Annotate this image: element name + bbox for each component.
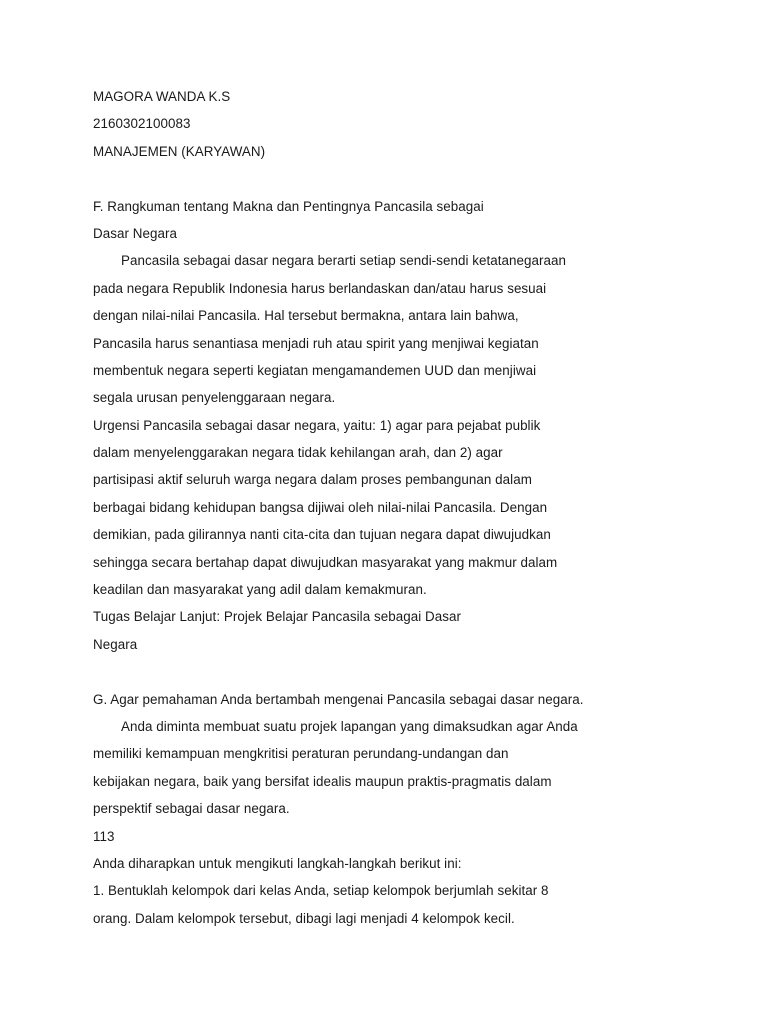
paragraph-line: segala urusan penyelenggaraan negara. bbox=[93, 390, 336, 406]
paragraph-line: pada negara Republik Indonesia harus berlandaskan dan/atau harus sesuai bbox=[93, 280, 547, 296]
list-item: 1. Bentuklah kelompok dari kelas Anda, setiap kelompok berjumlah sekitar 8 bbox=[93, 883, 549, 899]
paragraph-line: memiliki kemampuan mengkritisi peraturan perundang-undangan dan bbox=[93, 746, 509, 762]
author-name: MAGORA WANDA K.S bbox=[93, 89, 231, 104]
paragraph-line: Anda diharapkan untuk mengikuti langkah-langkah berikut ini: bbox=[93, 855, 462, 871]
document-body bbox=[93, 83, 653, 932]
paragraph-line: Pancasila harus senantiasa menjadi ruh atau spirit yang menjiwai kegiatan bbox=[93, 335, 539, 351]
paragraph-line: partisipasi aktif seluruh warga negara dalam proses pembangunan dalam bbox=[93, 472, 532, 488]
paragraph-line: kebijakan negara, baik yang bersifat idealis maupun praktis-pragmatis dalam bbox=[93, 773, 552, 789]
blank-line bbox=[93, 165, 653, 192]
page-number: 113 bbox=[93, 828, 115, 844]
paragraph-line: keadilan dan masyarakat yang adil dalam kemakmuran. bbox=[93, 582, 427, 598]
subheading-line: Negara bbox=[93, 636, 138, 652]
paragraph-line: dalam menyelenggarakan negara tidak kehilangan arah, dan 2) agar bbox=[93, 445, 503, 461]
subheading-line: Tugas Belajar Lanjut: Projek Belajar Pancasila sebagai Dasar bbox=[93, 609, 461, 625]
paragraph-line: Urgensi Pancasila sebagai dasar negara, yaitu: 1) agar para pejabat publik bbox=[93, 417, 541, 433]
student-id: 2160302100083 bbox=[93, 116, 191, 132]
paragraph-line: dengan nilai-nilai Pancasila. Hal tersebut bermakna, antara lain bahwa, bbox=[93, 308, 519, 324]
blank-line bbox=[93, 658, 653, 685]
paragraph-line: berbagai bidang kehidupan bangsa dijiwai oleh nilai-nilai Pancasila. Dengan bbox=[93, 499, 548, 515]
list-item-cont: orang. Dalam kelompok tersebut, dibagi lagi menjadi 4 kelompok kecil. bbox=[93, 910, 515, 926]
paragraph-line: membentuk negara seperti kegiatan mengamandemen UUD dan menjiwai bbox=[93, 362, 537, 378]
study-program: MANAJEMEN (KARYAWAN) bbox=[93, 143, 266, 159]
paragraph-line: demikian, pada gilirannya nanti cita-cita dan tujuan negara dapat diwujudkan bbox=[93, 527, 551, 543]
section-g-heading: G. Agar pemahaman Anda bertambah mengenai Pancasila sebagai dasar negara. bbox=[93, 691, 584, 707]
paragraph-line: sehingga secara bertahap dapat diwujudkan masyarakat yang makmur dalam bbox=[93, 554, 558, 570]
paragraph-line: perspektif sebagai dasar negara. bbox=[93, 801, 290, 817]
section-f-heading-cont: Dasar Negara bbox=[93, 225, 177, 241]
section-f-heading: F. Rangkuman tentang Makna dan Pentingnya Pancasila sebagai bbox=[93, 198, 484, 214]
paragraph-line: Pancasila sebagai dasar negara berarti setiap sendi-sendi ketatanegaraan bbox=[121, 253, 567, 269]
paragraph-line: Anda diminta membuat suatu projek lapangan yang dimaksudkan agar Anda bbox=[121, 718, 578, 734]
